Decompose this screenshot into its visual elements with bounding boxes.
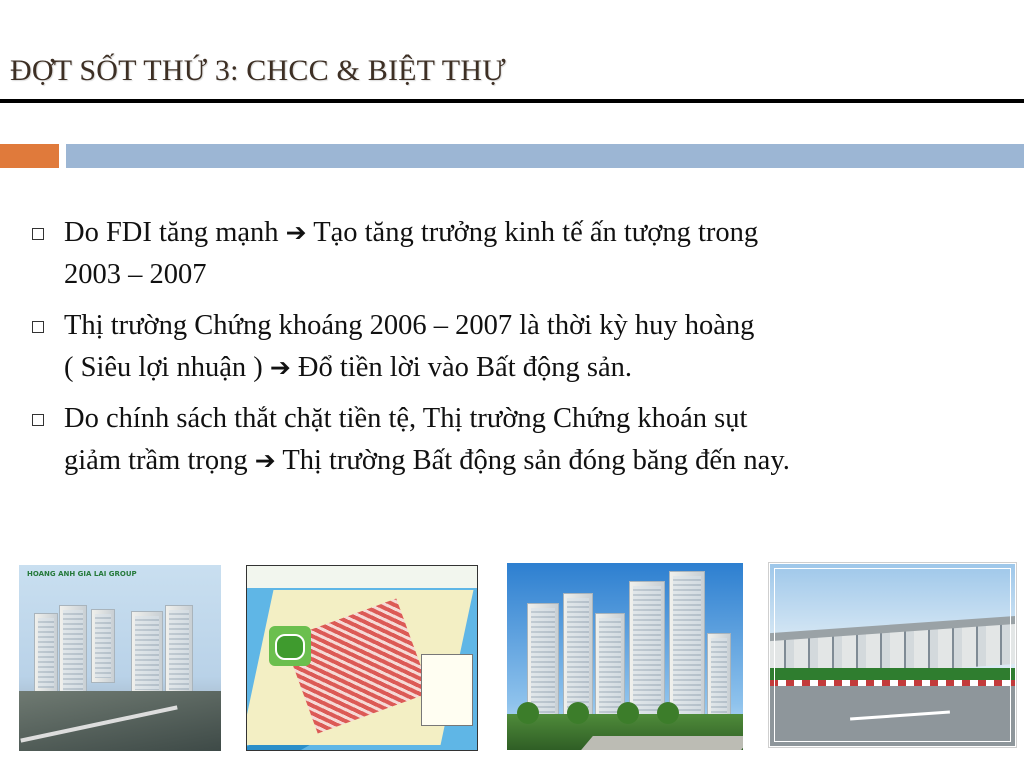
company-logo-text: HOANG ANH GIA LAI GROUP: [27, 570, 137, 578]
accent-bar-orange: [0, 144, 59, 168]
map-legend: [421, 654, 473, 726]
tower-shape: [91, 609, 115, 683]
square-bullet-icon: [32, 228, 44, 240]
bullet-item: [30, 212, 1010, 296]
urban-planning-map-image: [246, 565, 478, 751]
arrow-right-icon: ➔: [254, 446, 276, 475]
bullet-text: Tạo tăng trưởng kinh tế ấn tượng trong: [306, 217, 759, 248]
tower-shape: [59, 605, 87, 697]
townhouse-street-image: [769, 563, 1016, 747]
apartment-towers-image: [19, 565, 221, 751]
bullet-item: [30, 305, 1010, 389]
high-rise-towers-image: [507, 563, 743, 750]
tower-shape: [669, 571, 705, 725]
square-bullet-icon: [32, 321, 44, 333]
bullet-text: 2003 – 2007: [64, 259, 207, 290]
bullet-text: Thị trường Bất động sản đóng băng đến nay.: [275, 445, 790, 476]
bullet-line: [64, 347, 1010, 389]
tower-shape: [165, 605, 193, 695]
bullet-list: [30, 212, 1010, 491]
tree-shape: [657, 702, 679, 724]
bullet-text: giảm trầm trọng: [64, 445, 255, 476]
bullet-text: Thị trường Chứng khoáng 2006 – 2007 là thời kỳ huy hoàng: [64, 310, 755, 341]
bullet-line: [64, 212, 1010, 254]
square-bullet-icon: [32, 414, 44, 426]
tower-shape: [131, 611, 163, 695]
map-header: [247, 566, 477, 588]
bullet-item: [30, 398, 1010, 482]
tower-shape: [707, 633, 731, 725]
bullet-text: ( Siêu lợi nhuận ): [64, 352, 270, 383]
bullet-text: Do chính sách thắt chặt tiền tệ, Thị trường Chứng khoán sụt: [64, 403, 748, 434]
bullet-text: Do FDI tăng mạnh: [64, 217, 286, 248]
title-underline: [0, 99, 1024, 103]
walkway-shape: [581, 736, 743, 750]
photo-frame: [774, 568, 1011, 742]
slide-title: ĐỢT SỐT THỨ 3: CHCC & BIỆT THỰ: [10, 54, 506, 87]
accent-bar-blue: [66, 144, 1024, 168]
arrow-right-icon: ➔: [269, 353, 291, 382]
tree-shape: [567, 702, 589, 724]
stadium-shape: [275, 634, 305, 660]
bullet-line: [64, 440, 1010, 482]
tower-shape: [34, 613, 58, 693]
arrow-right-icon: ➔: [285, 218, 307, 247]
bullet-text: Đổ tiền lời vào Bất động sản.: [290, 352, 632, 383]
tree-shape: [517, 702, 539, 724]
tree-shape: [617, 702, 639, 724]
